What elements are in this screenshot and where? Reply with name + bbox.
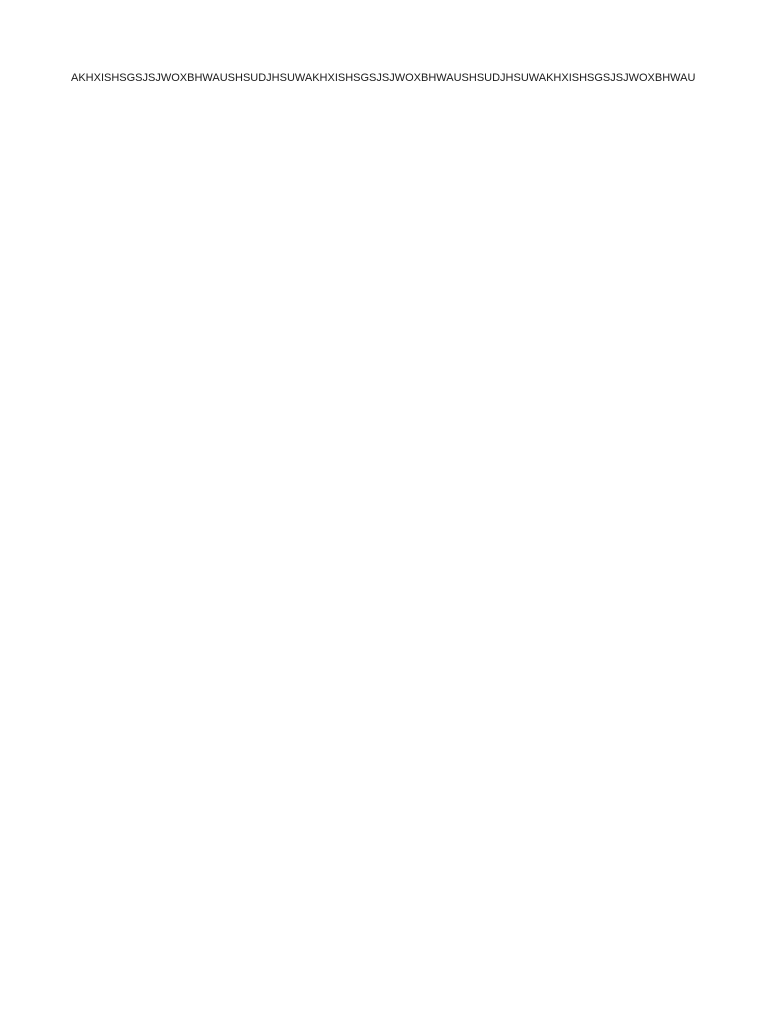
text-line: AKHXISHSGSJSJWOXBHWAUSHSUDJHSUWAKHXISHSGSJSJWOXBHWAUSHSUDJHSUWAKHXISHSGSJSJWOXBHWAU (71, 72, 696, 84)
body-text (71, 71, 711, 86)
